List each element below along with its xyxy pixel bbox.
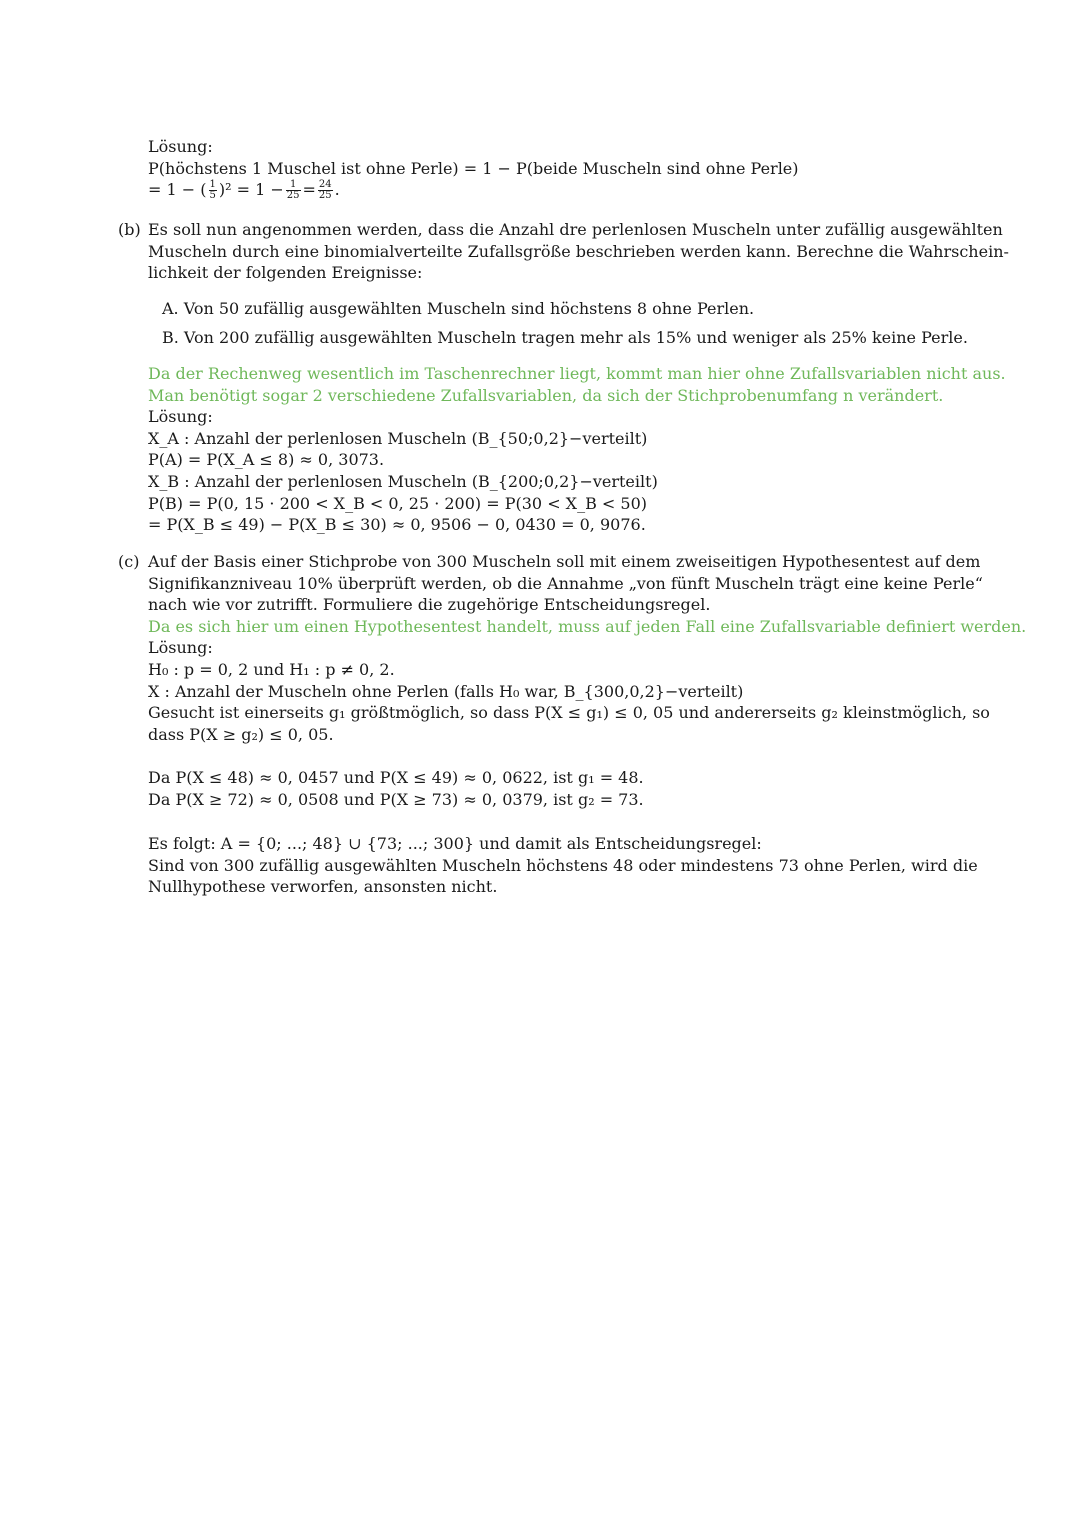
solution-line: = P(X_B ≤ 49) − P(X_B ≤ 30) ≈ 0, 9506 − 0, 0430 = 0, 9076. [148, 515, 646, 535]
task-line: nach wie vor zutrifft. Formuliere die zugehörige Entscheidungsregel. [148, 595, 711, 615]
hint-line: Man benötigt sogar 2 verschiedene Zufallsvariablen, da sich der Stichprobenumfang n verändert. [148, 385, 944, 405]
part-a-solution [148, 136, 978, 201]
bound-line-g2: Da P(X ≥ 72) ≈ 0, 0508 und P(X ≥ 73) ≈ 0, 0379, ist g₂ = 73. [148, 789, 644, 809]
task-line: lichkeit der folgenden Ereignisse: [148, 263, 423, 283]
part-c-bounds [148, 767, 978, 810]
rule-line: Sind von 300 zufällig ausgewählten Muscheln höchstens 48 oder mindestens 73 ohne Perlen, wird die [148, 855, 978, 875]
part-b-task [148, 219, 1009, 284]
fraction [209, 180, 217, 201]
part-b-solution [148, 363, 1006, 536]
calc-equals: = [302, 180, 316, 200]
task-line: Muscheln durch eine binomialverteilte Zufallsgröße beschrieben werden kann. Berechne die Wahrschein- [148, 241, 1009, 261]
fraction-numerator: 1 [286, 180, 301, 191]
probability-line: P(höchstens 1 Muschel ist ohne Perle) = 1 − P(beide Muscheln sind ohne Perle) [148, 158, 799, 178]
event-b: B. Von 200 zufällig ausgewählten Muscheln tragen mehr als 15% und weniger als 25% keine Perle. [162, 328, 968, 347]
calc-end: . [334, 180, 340, 200]
fraction [318, 180, 333, 201]
solution-line: P(B) = P(0, 15 · 200 < X_B < 0, 25 · 200) = P(30 < X_B < 50) [148, 493, 648, 513]
solution-line: P(A) = P(X_A ≤ 8) ≈ 0, 3073. [148, 450, 385, 470]
gesucht-line: Gesucht ist einerseits g₁ größtmöglich, so dass P(X ≤ g₁) ≤ 0, 05 und andererseits g₂ kleinstmöglich, so [148, 703, 990, 723]
random-variable-line: X : Anzahl der Muscheln ohne Perlen (falls H₀ war, B_{300,0,2}−verteilt) [148, 681, 744, 701]
solution-line: X_B : Anzahl der perlenlosen Muscheln (B_{200;0,2}−verteilt) [148, 471, 658, 491]
fraction-numerator: 24 [318, 179, 332, 191]
hypotheses-line: H₀ : p = 0, 2 und H₁ : p ≠ 0, 2. [148, 659, 395, 679]
task-line: Signifikanzniveau 10% überprüft werden, ob die Annahme „von fünft Muscheln trägt eine keine Perle“ [148, 573, 983, 593]
bound-line-g1: Da P(X ≤ 48) ≈ 0, 0457 und P(X ≤ 49) ≈ 0, 0622, ist g₁ = 48. [148, 768, 644, 787]
loesung-label: Lösung: [148, 137, 213, 156]
hint-line: Da es sich hier um einen Hypothesentest handelt, muss auf jeden Fall eine Zufallsvariable definiert werden. [148, 616, 1027, 636]
fraction-denominator: 25 [286, 190, 300, 202]
calc-prefix: = 1 − ( [148, 180, 207, 200]
hint-line: Da der Rechenweg wesentlich im Taschenrechner liegt, kommt man hier ohne Zufallsvariablen nicht aus. [148, 364, 1006, 383]
fraction-denominator: 5 [209, 190, 216, 202]
fraction-numerator: 1 [209, 179, 216, 191]
fraction [286, 180, 301, 201]
loesung-label: Lösung: [148, 407, 213, 427]
part-c-content [148, 551, 1027, 745]
part-c-decision-rule [148, 833, 978, 898]
part-c-label: (c) [118, 552, 140, 571]
task-line: Es soll nun angenommen werden, dass die Anzahl dre perlenlosen Muscheln unter zufällig ausgewählten [148, 220, 1003, 239]
task-line: Auf der Basis einer Stichprobe von 300 Muscheln soll mit einem zweiseitigen Hypothesentest auf dem [148, 552, 981, 571]
rule-line: Nullhypothese verworfen, ansonsten nicht. [148, 877, 498, 897]
gesucht-line: dass P(X ≥ g₂) ≤ 0, 05. [148, 724, 334, 744]
solution-line: X_A : Anzahl der perlenlosen Muscheln (B_{50;0,2}−verteilt) [148, 428, 648, 448]
part-b-label: (b) [118, 220, 141, 239]
loesung-label: Lösung: [148, 638, 213, 658]
event-a: A. Von 50 zufällig ausgewählten Muscheln sind höchstens 8 ohne Perlen. [162, 299, 755, 318]
calc-mid: )² = 1 − [218, 180, 284, 200]
calculation-line [148, 179, 978, 201]
rejection-region-line: Es folgt: A = {0; ...; 48} ∪ {73; ...; 300} und damit als Entscheidungsregel: [148, 834, 762, 853]
fraction-denominator: 25 [318, 190, 332, 202]
